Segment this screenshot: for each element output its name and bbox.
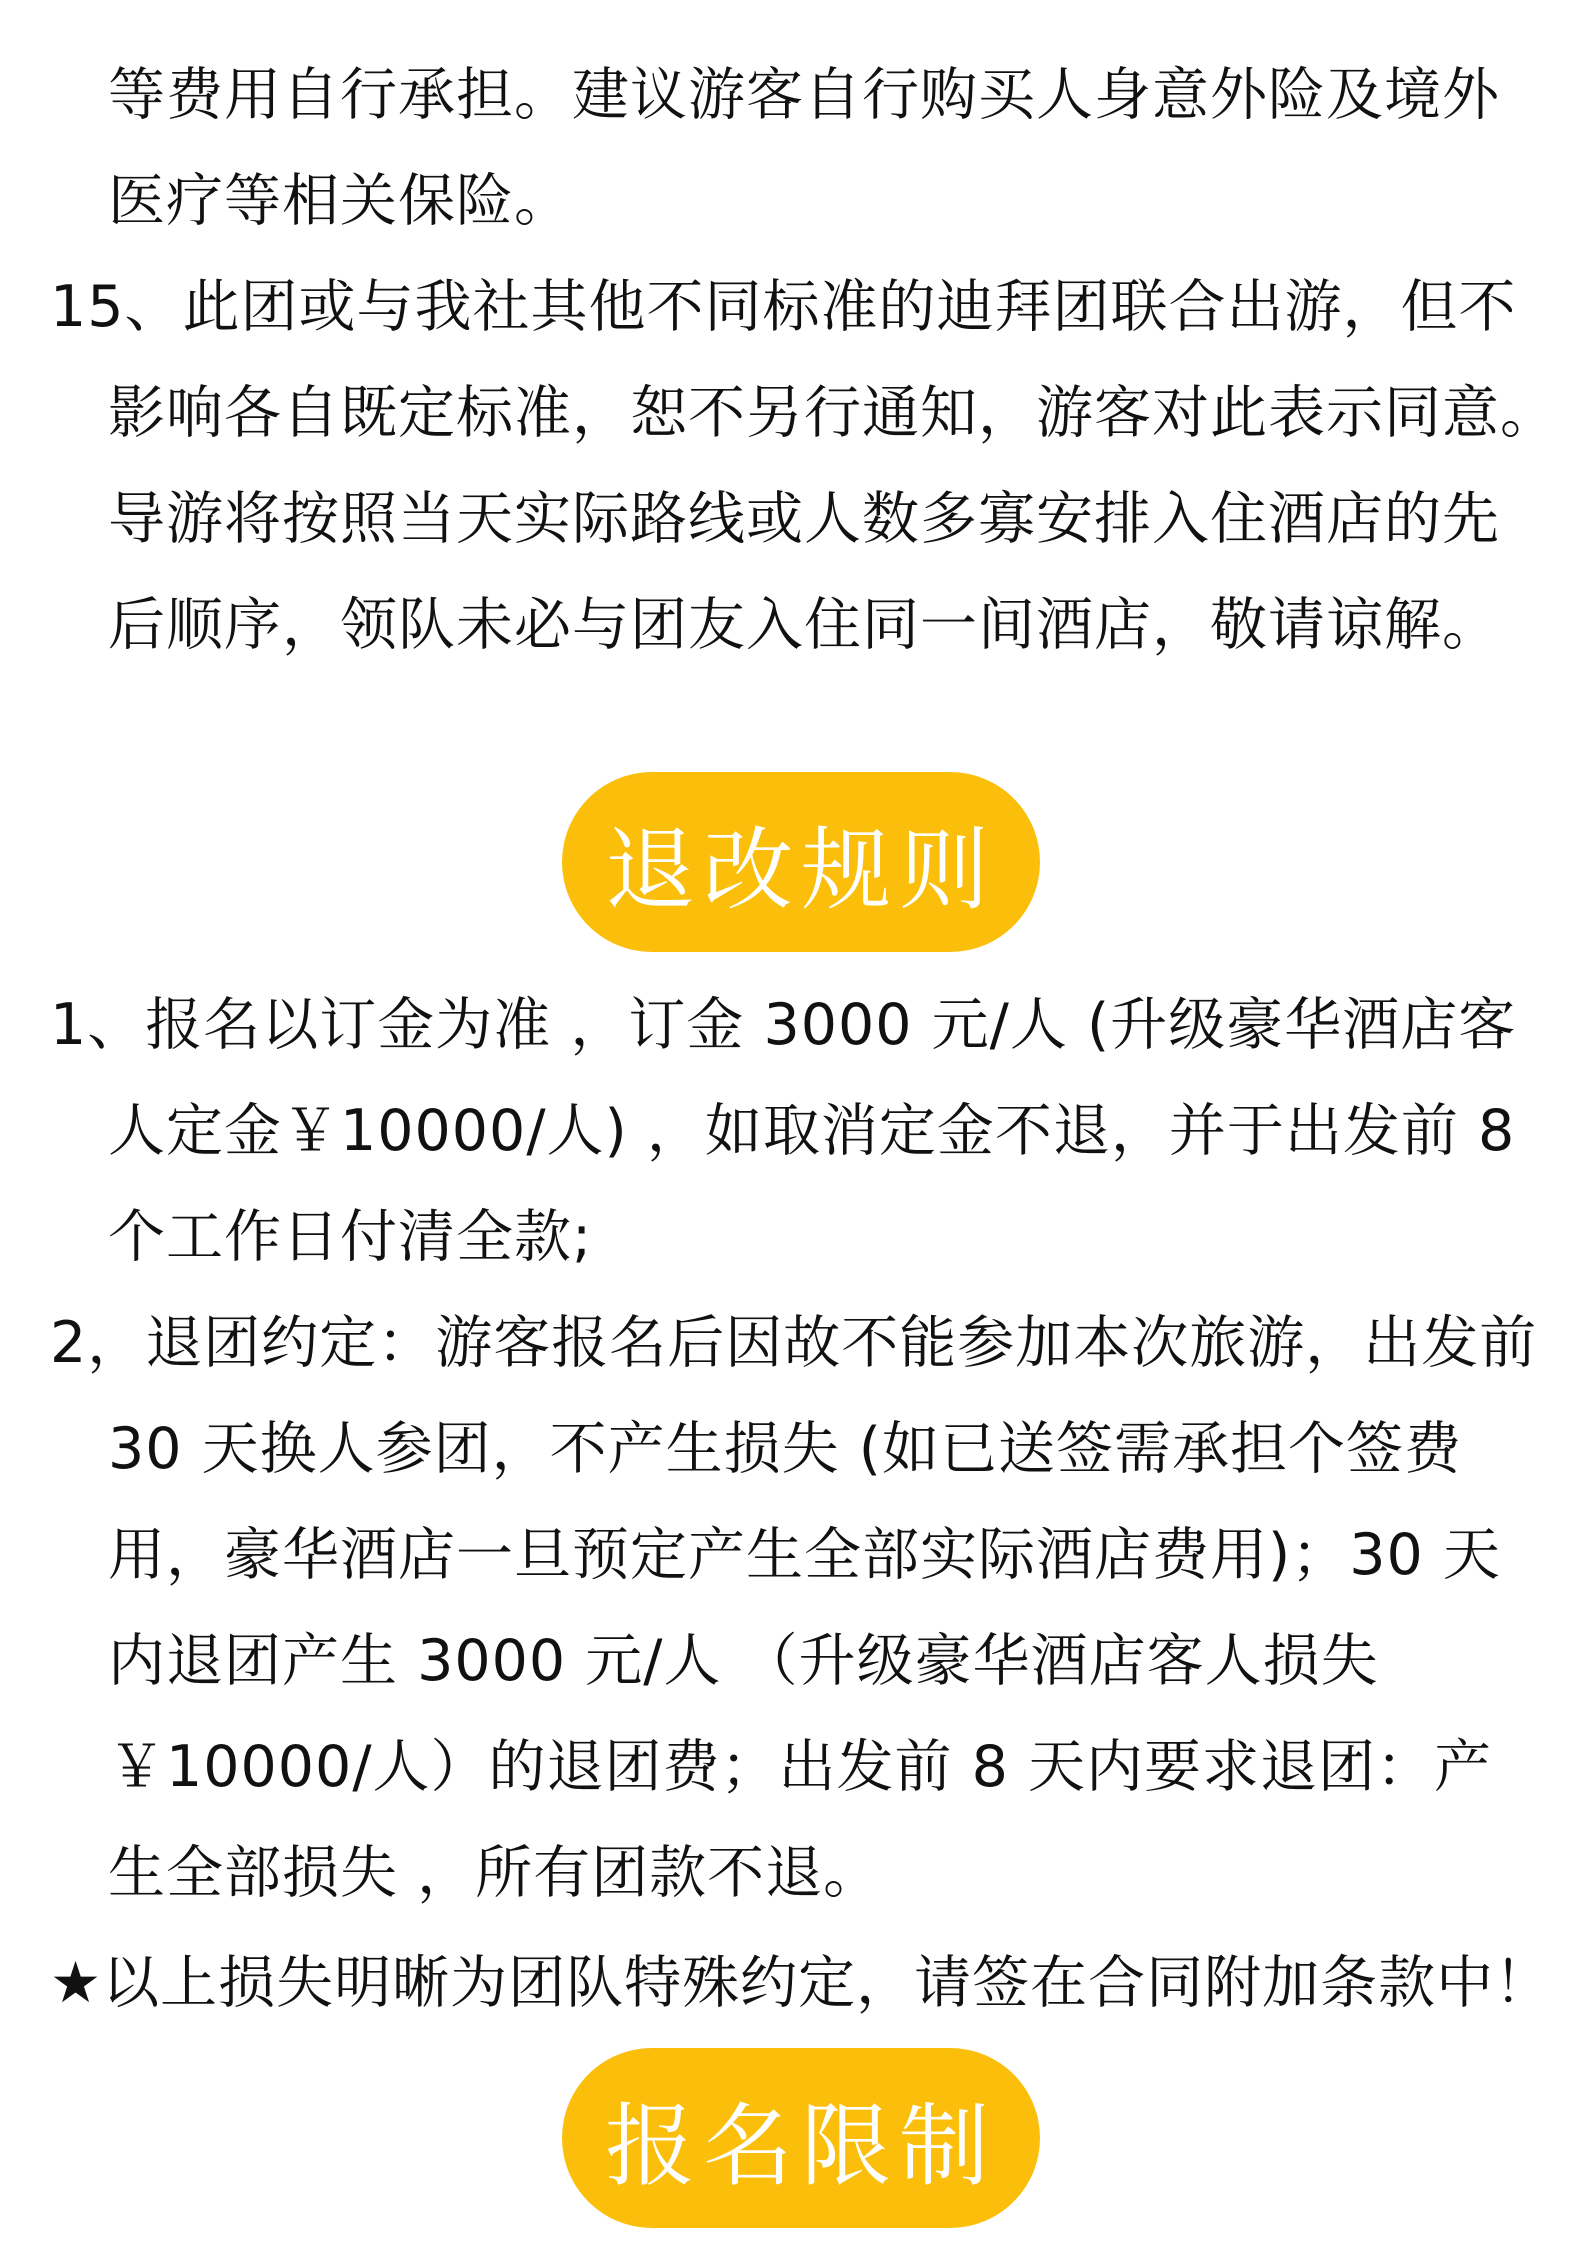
text-line: 30 天换人参团，不产生损失 (如已送签需承担个签费 <box>108 1416 1463 1482</box>
text-line: 2，退团约定：游客报名后因故不能参加本次旅游，出发前 <box>50 1310 1538 1376</box>
text-line: 个工作日付清全款; <box>108 1204 593 1270</box>
item-15-paragraph <box>50 254 1558 678</box>
text-line: 影响各自既定标准，恕不另行通知，游客对此表示同意。 <box>108 380 1558 446</box>
intro-paragraph <box>50 42 1540 254</box>
text-line: 等费用自行承担。建议游客自行购买人身意外险及境外 <box>108 62 1500 128</box>
text-line: ★以上损失明晰为团队特殊约定，请签在合同附加条款中！ <box>50 1950 1553 2016</box>
rule-1-paragraph <box>50 972 1540 1290</box>
text-line: 内退团产生 3000 元/人 （升级豪华酒店客人损失 <box>108 1628 1379 1694</box>
section-header-signup-restrictions <box>562 2048 1040 2228</box>
special-agreement-note <box>50 1930 1553 2036</box>
text-line: 导游将按照当天实际路线或人数多寡安排入住酒店的先 <box>108 486 1500 552</box>
text-line: 医疗等相关保险。 <box>108 168 572 234</box>
text-line: 用，豪华酒店一旦预定产生全部实际酒店费用)；30 天 <box>108 1522 1501 1588</box>
text-line: 人定金￥10000/人) ，如取消定金不退，并于出发前 8 <box>108 1098 1516 1164</box>
text-line: 15、此团或与我社其他不同标准的迪拜团联合出游，但不 <box>50 274 1517 340</box>
section-title: 退改规则 <box>605 818 997 923</box>
text-line: 生全部损失 ，所有团款不退。 <box>108 1840 882 1906</box>
rule-2-paragraph <box>50 1290 1540 1926</box>
section-header-refund-rules <box>562 772 1040 952</box>
text-line: ￥10000/人）的退团费；出发前 8 天内要求退团：产 <box>108 1734 1493 1800</box>
section-title: 报名限制 <box>605 2094 997 2199</box>
text-line: 1、报名以订金为准 ，订金 3000 元/人 (升级豪华酒店客 <box>50 992 1517 1058</box>
text-line: 后顺序，领队未必与团友入住同一间酒店，敬请谅解。 <box>108 592 1500 658</box>
